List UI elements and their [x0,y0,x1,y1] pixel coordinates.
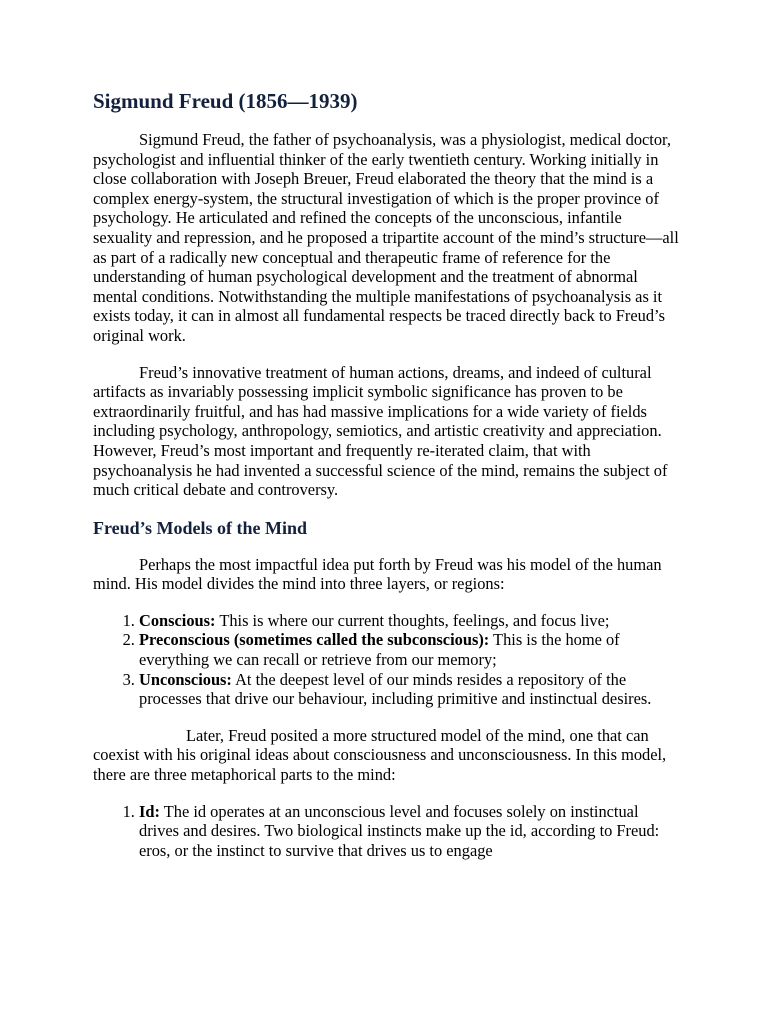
list-item-text: This is the home of everything we can recall or retrieve from our memory; [139,630,620,670]
mind-parts-list [93,802,679,861]
list-item-text: The id operates at an unconscious level and focuses solely on instinctual drives and desires. Two biological instincts make up the id, according to Freud: eros, or the instinct to survive that drives us to engage [139,801,660,860]
list-item [139,670,679,709]
list-item-term: Conscious: [139,610,216,630]
document-page [93,88,679,877]
list-item [139,611,679,631]
list-item-text: This is where our current thoughts, feelings, and focus live; [215,610,610,630]
list-item [139,630,679,669]
list-item [139,802,679,861]
models-intro-paragraph: Perhaps the most impactful idea put forth by Freud was his model of the human mind. His model divides the mind into three layers, or regions: [93,554,662,594]
page-title: Sigmund Freud (1856—1939) [93,89,358,113]
list-item-term: Preconscious (sometimes called the subconscious): [139,630,490,650]
mind-layers-list [93,611,679,709]
intro-paragraph: Freud’s innovative treatment of human actions, dreams, and indeed of cultural artifacts as invariably possessing implicit symbolic significance has proven to be extraordinarily fruitful, and has had massive implications for a wide variety of fields including psychology, anthropology, semiotics, and artistic creativity and appreciation. However, Freud’s most important and frequently re-iterated claim, that with psychoanalysis he had invented a successful science of the mind, remains the subject of much critical debate and controversy. [93,362,668,500]
section-heading: Freud’s Models of the Mind [93,517,307,538]
list-item-term: Id: [139,801,160,821]
list-item-term: Unconscious: [139,669,232,689]
list-item-text: At the deepest level of our minds resides a repository of the processes that drive our behaviour, including primitive and instinctual desires. [139,669,652,709]
intro-paragraph: Sigmund Freud, the father of psychoanalysis, was a physiologist, medical doctor, psychologist and influential thinker of the early twentieth century. Working initially in close collaboration with Joseph Breuer, Freud elaborated the theory that the mind is a complex energy-system, the structural investigation of which is the proper province of psychology. He articulated and refined the concepts of the unconscious, infantile sexuality and repression, and he proposed a tripartite account of the mind’s structure—all as part of a radically new conceptual and therapeutic frame of reference for the understanding of human psychological development and the treatment of abnormal mental conditions. Notwithstanding the multiple manifestations of psychoanalysis as it exists today, it can in almost all fundamental respects be traced directly back to Freud’s original work. [93,130,679,345]
structural-intro-paragraph: Later, Freud posited a more structured model of the mind, one that can coexist with his original ideas about consciousness and unconsciousness. In this model, there are three metaphorical parts to the mind: [93,725,667,785]
